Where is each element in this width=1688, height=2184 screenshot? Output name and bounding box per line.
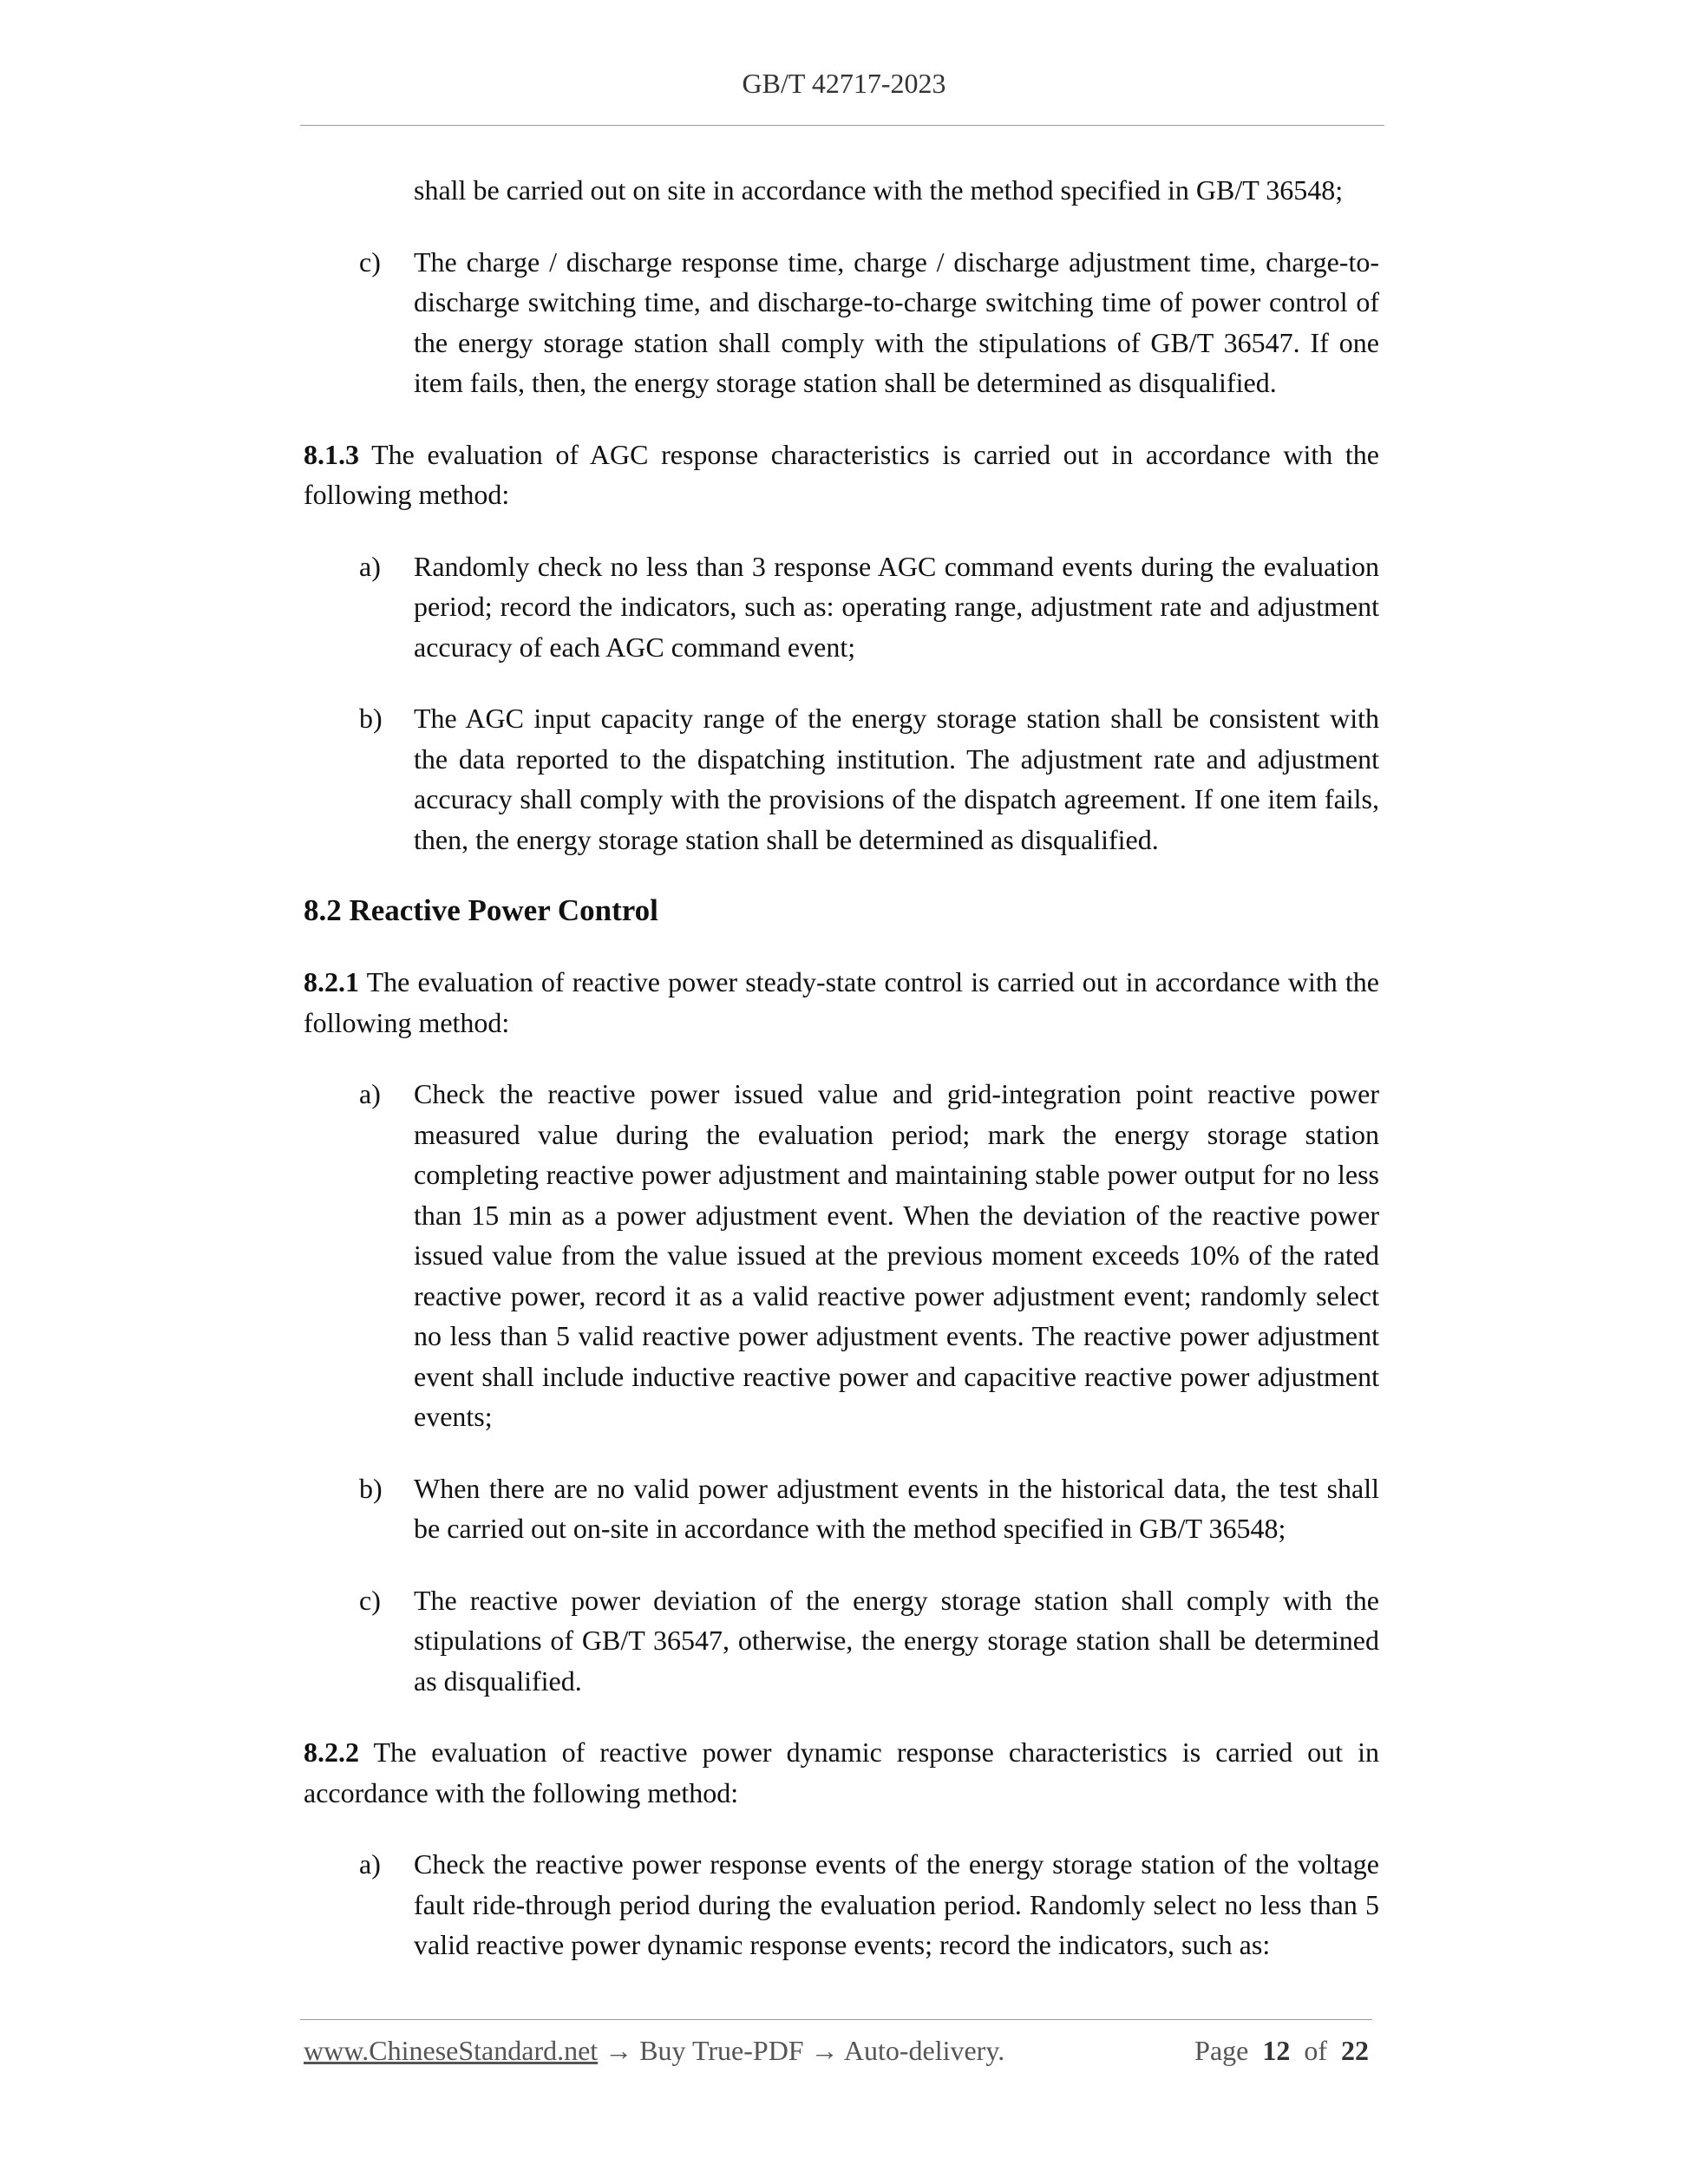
header-divider	[300, 125, 1384, 126]
clause-text: The evaluation of reactive power steady-state control is carried out in accordance with the following method:	[304, 966, 1379, 1038]
continued-list-text: shall be carried out on site in accordance with the method specified in GB/T 36548;	[414, 174, 1344, 206]
website-link[interactable]: www.ChineseStandard.net	[304, 2035, 599, 2066]
list-item-label: b)	[359, 1472, 383, 1504]
list-item-label: b)	[359, 703, 383, 734]
page-indicator	[1194, 2035, 1369, 2067]
clause-number: 8.2.1	[304, 966, 359, 997]
list-item-b	[304, 698, 1379, 860]
clause-8-1-3	[304, 435, 1379, 515]
list-item-label: c)	[359, 245, 381, 278]
clause-number: 8.2.2	[304, 1736, 359, 1768]
list-item-text: Randomly check no less than 3 response AGC command events during the evaluation period; record the indicators, such as: operating range, adjustment rate and adjustment accuracy of each AGC command event;	[414, 550, 1379, 663]
document-header-title: GB/T 42717-2023	[742, 68, 946, 99]
document-body	[304, 170, 1379, 1965]
list-item-a	[304, 546, 1379, 668]
list-item-a	[304, 1074, 1379, 1437]
list-item-label: c)	[359, 1584, 381, 1616]
page-number: 12	[1262, 2035, 1291, 2066]
page-footer	[304, 2035, 1372, 2067]
footer-divider	[300, 2019, 1372, 2020]
list-item-c	[304, 242, 1379, 403]
list-item-text: The reactive power deviation of the energy storage station shall comply with the stipulations of GB/T 36547, otherwise, the energy storage station shall be determined as disqualified.	[414, 1584, 1379, 1697]
page-total: 22	[1341, 2035, 1369, 2066]
list-item-text: Check the reactive power issued value and grid-integration point reactive power measured value during the evaluation period; mark the energy storage station completing reactive power adjustment and maintaining stable power output for no less than 15 min as a power adjustment event. When the deviation of the reactive power issued value from the value issued at the previous moment exceeds 10% of the rated reactive power, record it as a valid reactive power adjustment event; randomly select no less than 5 valid reactive power adjustment events. The reactive power adjustment event shall include inductive reactive power and capacitive reactive power adjustment events;	[414, 1078, 1379, 1432]
list-item-text: The AGC input capacity range of the energy storage station shall be consistent with the data reported to the dispatching institution. The adjustment rate and adjustment accuracy shall comply with the provisions of the dispatch agreement. If one item fails, then, the energy storage station shall be determined as disqualified.	[414, 703, 1379, 855]
list-item-a	[304, 1844, 1379, 1965]
arrow-icon: →	[803, 2035, 844, 2066]
clause-number: 8.1.3	[304, 438, 359, 470]
list-item-c	[304, 1580, 1379, 1702]
of-word: of	[1304, 2035, 1327, 2066]
section-heading-8-2: 8.2 Reactive Power Control	[304, 893, 658, 927]
list-item-label: a)	[359, 550, 381, 582]
page-word: Page	[1194, 2035, 1249, 2066]
list-item-label: a)	[359, 1078, 381, 1109]
arrow-icon: →	[598, 2035, 640, 2066]
clause-text: The evaluation of AGC response characteristics is carried out in accordance with the following method:	[304, 438, 1379, 510]
auto-delivery-text: Auto-delivery.	[843, 2035, 1005, 2066]
list-item-text: The charge / discharge response time, charge / discharge adjustment time, charge-to-discharge switching time, and discharge-to-charge switching time of power control of the energy storage station shall comply with the stipulations of GB/T 36547. If one item fails, then, the energy storage station shall be determined as disqualified.	[414, 245, 1379, 398]
clause-8-2-1	[304, 962, 1379, 1043]
list-item-b	[304, 1468, 1379, 1549]
clause-8-2-2	[304, 1732, 1379, 1813]
list-item-label: a)	[359, 1848, 381, 1880]
clause-text: The evaluation of reactive power dynamic response characteristics is carried out in accordance with the following method:	[304, 1736, 1379, 1808]
list-item-text: Check the reactive power response events of the energy storage station of the voltage fault ride-through period during the evaluation period. Randomly select no less than 5 valid reactive power dynamic response events; record the indicators, such as:	[414, 1848, 1379, 1960]
list-item-text: When there are no valid power adjustment events in the historical data, the test shall be carried out on-site in accordance with the method specified in GB/T 36548;	[414, 1472, 1379, 1544]
buy-pdf-text: Buy True-PDF	[639, 2035, 804, 2066]
